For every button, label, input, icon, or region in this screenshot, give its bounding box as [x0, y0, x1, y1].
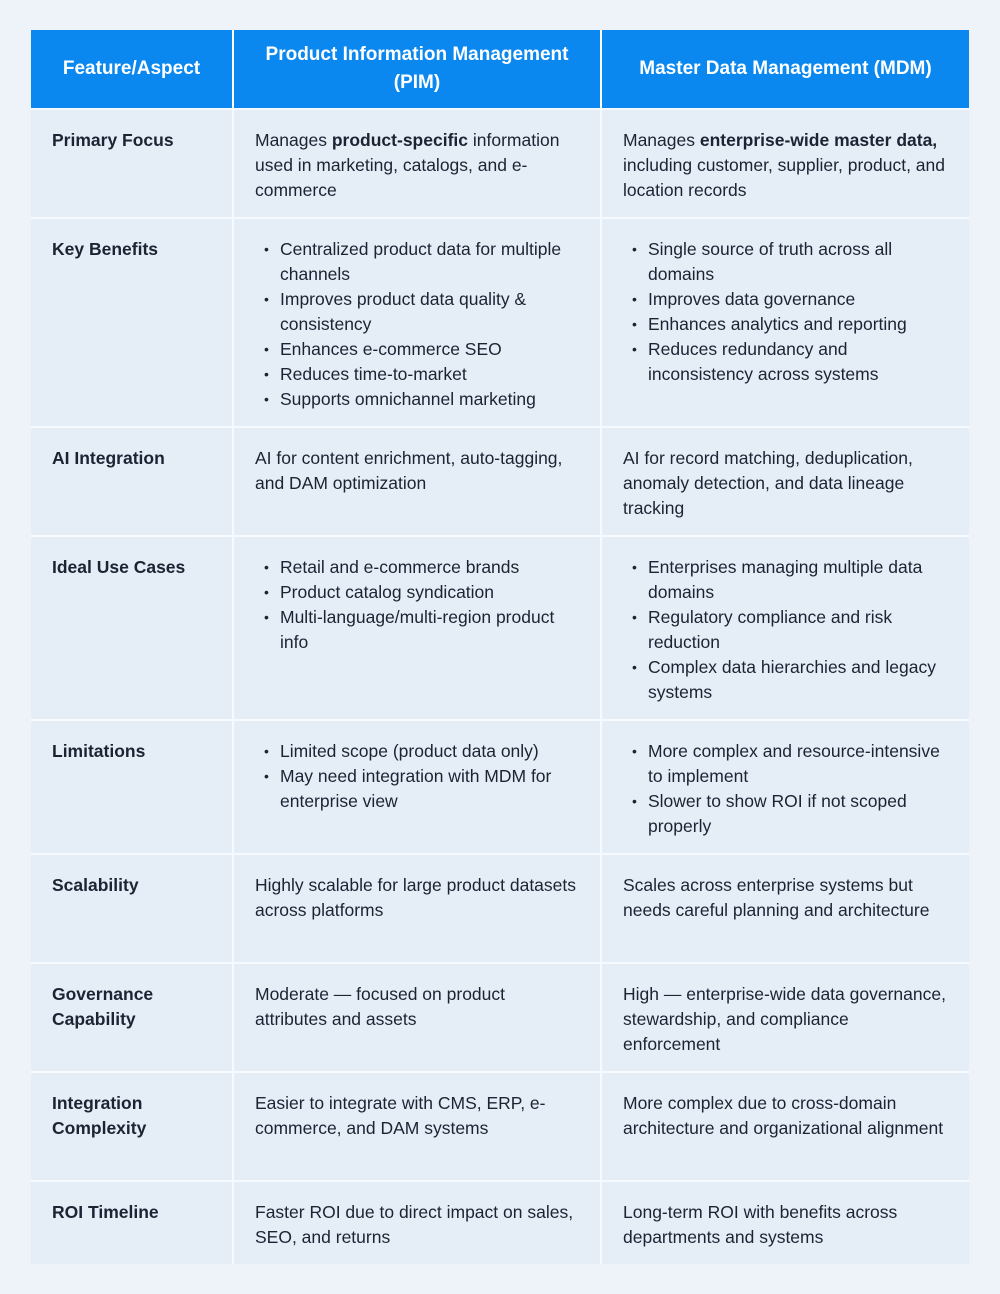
mdm-cell	[601, 109, 969, 218]
header-pim: Product Information Management (PIM)	[233, 30, 601, 109]
mdm-cell: Scales across enterprise systems but needs careful planning and architecture	[601, 854, 969, 963]
pim-primary-focus-pre: Manages	[255, 130, 332, 150]
mdm-cell: More complex due to cross-domain architecture and organizational alignment	[601, 1072, 969, 1181]
table-row-ai-integration	[31, 427, 969, 536]
feature-cell: Governance Capability	[31, 963, 233, 1072]
list-item: • Improves data governance	[648, 287, 948, 312]
table-row-integration-complexity	[31, 1072, 969, 1181]
feature-cell: Integration Complexity	[31, 1072, 233, 1181]
header-feature-aspect: Feature/Aspect	[31, 30, 233, 109]
list-item: • Complex data hierarchies and legacy systems	[648, 655, 948, 705]
table-row-key-benefits	[31, 218, 969, 427]
table-row-primary-focus	[31, 109, 969, 218]
pim-cell: Faster ROI due to direct impact on sales, SEO, and returns	[233, 1181, 601, 1264]
comparison-table-container	[31, 30, 969, 1264]
list-item: • Enhances analytics and reporting	[648, 312, 948, 337]
pim-cell: AI for content enrichment, auto-tagging, and DAM optimization	[233, 427, 601, 536]
list-item: • Limited scope (product data only)	[280, 739, 579, 764]
pim-cell	[233, 536, 601, 720]
pim-cell	[233, 109, 601, 218]
feature-cell: AI Integration	[31, 427, 233, 536]
mdm-cell	[601, 536, 969, 720]
mdm-cell: AI for record matching, deduplication, anomaly detection, and data lineage tracking	[601, 427, 969, 536]
list-item: • Slower to show ROI if not scoped properly	[648, 789, 948, 839]
feature-cell: Limitations	[31, 720, 233, 854]
feature-cell: Ideal Use Cases	[31, 536, 233, 720]
header-row	[31, 30, 969, 109]
table-row-roi-timeline	[31, 1181, 969, 1264]
mdm-use-cases-list	[623, 555, 948, 705]
list-item: • More complex and resource-intensive to implement	[648, 739, 948, 789]
pim-primary-focus-bold: product-specific	[331, 130, 468, 150]
table-body	[31, 109, 969, 1264]
mdm-cell	[601, 720, 969, 854]
mdm-primary-focus-post: including customer, supplier, product, and location records	[623, 155, 945, 200]
mdm-key-benefits-list	[623, 237, 948, 387]
table-header	[31, 30, 969, 109]
mdm-limitations-list	[623, 739, 948, 839]
list-item: • Product catalog syndication	[280, 580, 579, 605]
mdm-cell: High — enterprise-wide data governance, stewardship, and compliance enforcement	[601, 963, 969, 1072]
pim-primary-focus-post: information used in marketing, catalogs, and e-commerce	[255, 130, 560, 200]
pim-limitations-list	[255, 739, 579, 814]
list-item: • Reduces redundancy and inconsistency across systems	[648, 337, 948, 387]
pim-vs-mdm-comparison-table	[31, 30, 969, 1264]
pim-cell	[233, 720, 601, 854]
list-item: • May need integration with MDM for enterprise view	[280, 764, 579, 814]
list-item: • Enhances e-commerce SEO	[280, 337, 579, 362]
feature-cell: Primary Focus	[31, 109, 233, 218]
mdm-cell: Long-term ROI with benefits across departments and systems	[601, 1181, 969, 1264]
table-row-governance-capability	[31, 963, 969, 1072]
pim-key-benefits-list	[255, 237, 579, 412]
table-row-scalability	[31, 854, 969, 963]
list-item: • Single source of truth across all domains	[648, 237, 948, 287]
mdm-cell	[601, 218, 969, 427]
pim-cell: Easier to integrate with CMS, ERP, e-commerce, and DAM systems	[233, 1072, 601, 1181]
mdm-primary-focus-pre: Manages	[623, 130, 700, 150]
mdm-primary-focus-bold: enterprise-wide master data,	[699, 130, 938, 150]
pim-cell: Moderate — focused on product attributes and assets	[233, 963, 601, 1072]
pim-use-cases-list	[255, 555, 579, 655]
list-item: • Improves product data quality & consistency	[280, 287, 579, 337]
feature-cell: ROI Timeline	[31, 1181, 233, 1264]
feature-cell: Scalability	[31, 854, 233, 963]
list-item: • Enterprises managing multiple data domains	[648, 555, 948, 605]
list-item: • Multi-language/multi-region product info	[280, 605, 579, 655]
feature-cell: Key Benefits	[31, 218, 233, 427]
pim-cell: Highly scalable for large product datasets across platforms	[233, 854, 601, 963]
table-row-limitations	[31, 720, 969, 854]
list-item: • Retail and e-commerce brands	[280, 555, 579, 580]
pim-cell	[233, 218, 601, 427]
list-item: • Centralized product data for multiple channels	[280, 237, 579, 287]
list-item: • Reduces time-to-market	[280, 362, 579, 387]
list-item: • Regulatory compliance and risk reduction	[648, 605, 948, 655]
header-mdm: Master Data Management (MDM)	[601, 30, 969, 109]
table-row-ideal-use-cases	[31, 536, 969, 720]
list-item: • Supports omnichannel marketing	[280, 387, 579, 412]
